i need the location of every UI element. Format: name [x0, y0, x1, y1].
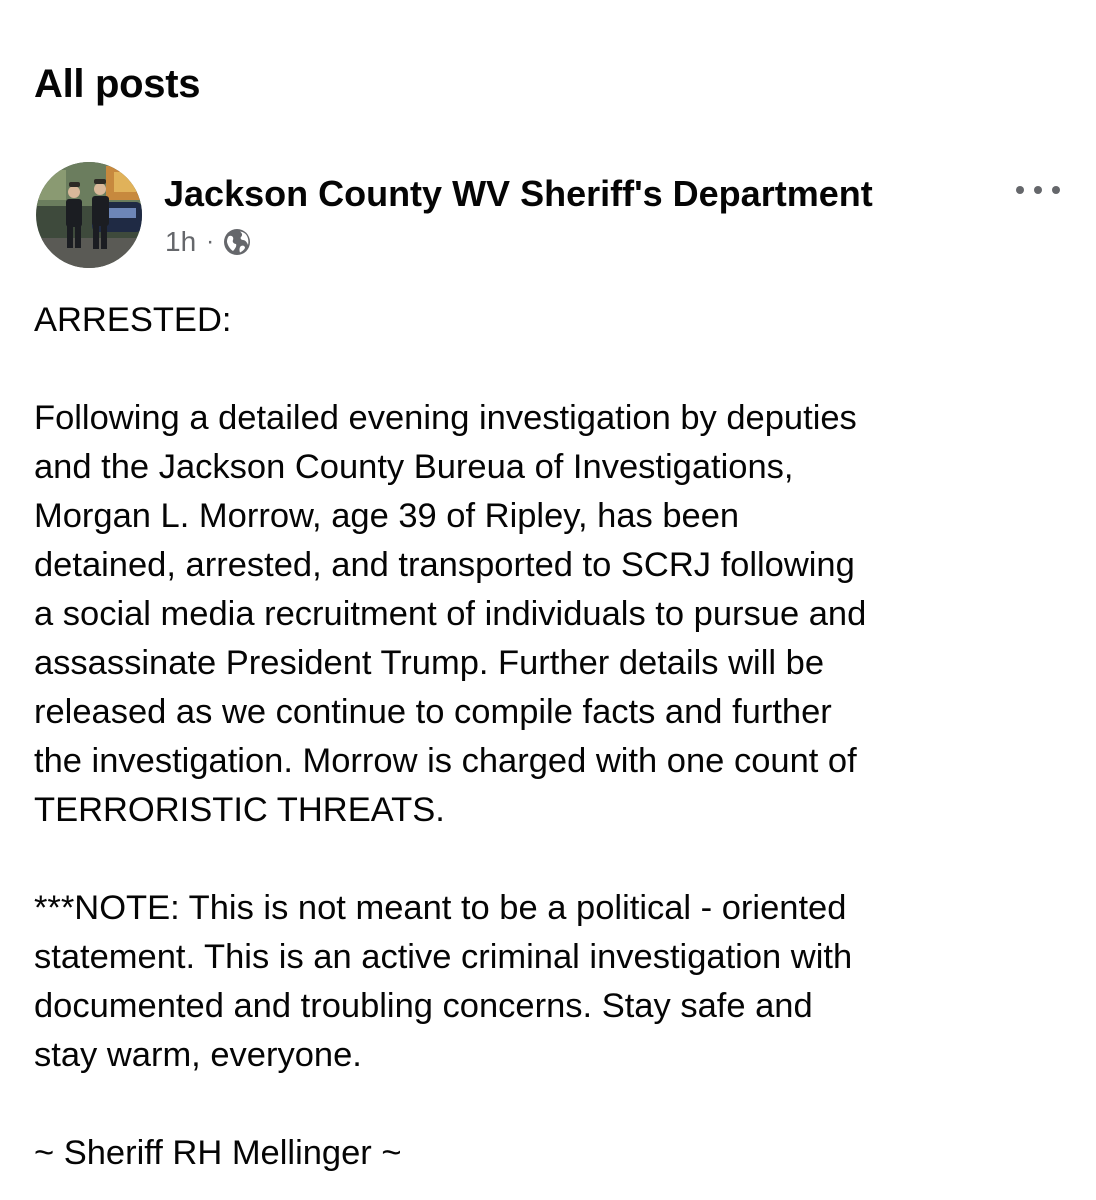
post-body — [34, 296, 1074, 1178]
section-title: All posts — [34, 62, 201, 106]
author-name[interactable]: Jackson County WV Sheriff's Department — [164, 173, 873, 214]
post-paragraph-heading: ARRESTED: — [34, 301, 232, 339]
post-signature: ~ Sheriff RH Mellinger ~ — [34, 1134, 402, 1172]
post-timestamp[interactable]: 1h — [165, 226, 197, 257]
globe-icon[interactable] — [222, 227, 252, 257]
post-paragraph-note: ***NOTE: This is not meant to be a political - oriented statement. This is an active criminal investigation with documented and troubling concerns. Stay safe and stay warm, everyone. — [34, 889, 853, 1074]
avatar-image — [36, 162, 142, 268]
post-paragraph-details: Following a detailed evening investigation by deputies and the Jackson County Bureua of Investigations, Morgan L. Morrow, age 39 of Ripley, has been detained, arrested, and transported to SCRJ following a social media recruitment of individuals to pursue and assassinate President Trump. Further details will be released as we continue to compile facts and further the investigation. Morrow is charged with one count of TERRORISTIC THREATS. — [34, 399, 867, 829]
post-header — [36, 162, 1066, 274]
more-horizontal-icon[interactable] — [1016, 180, 1060, 200]
post-meta — [165, 224, 252, 260]
meta-separator: · — [206, 228, 215, 255]
avatar[interactable] — [36, 162, 142, 268]
